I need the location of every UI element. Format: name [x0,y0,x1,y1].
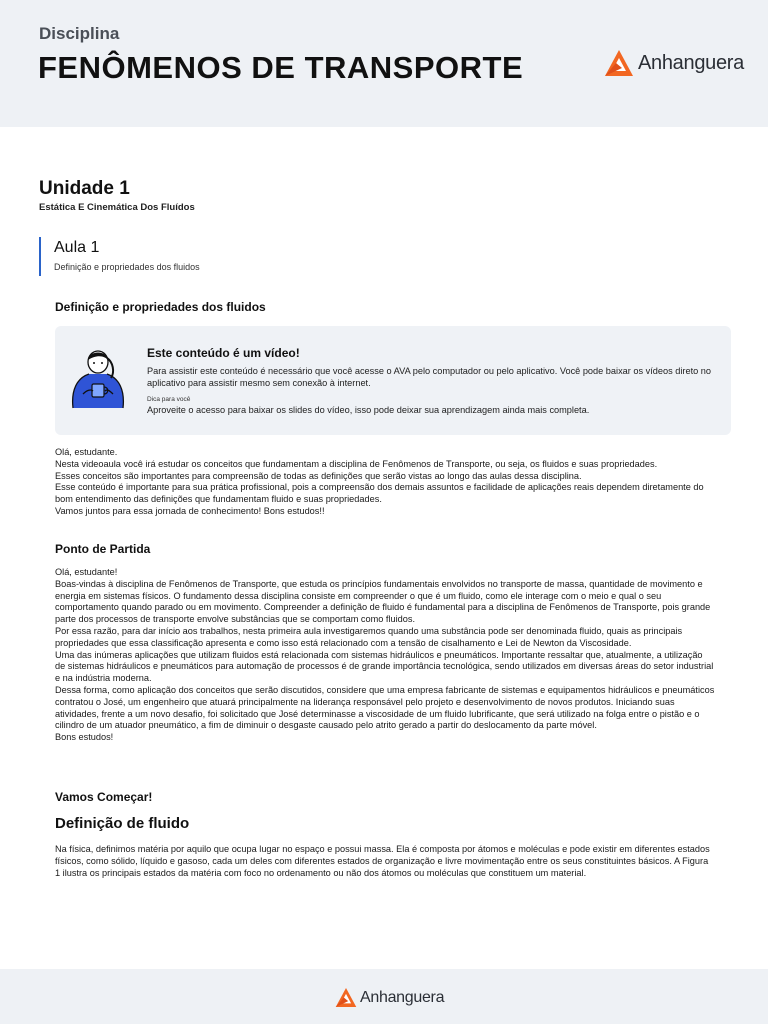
fluid-definition-text [55,844,715,879]
student-with-mug-illustration-icon [67,348,129,410]
page-header [0,0,768,127]
start-paragraph: Olá, estudante! [55,567,118,577]
brand-logo [604,49,744,77]
begin-title: Vamos Começar! [55,790,153,804]
fluid-paragraph: Na física, definimos matéria por aquilo que ocupa lugar no espaço e possui massa. Ela é composta por átomos e moléculas e pode existir em diferentes estados físicos, como sólido, líquido e gasoso, cada um deles com diferentes estados de organização e livre movimentação entre os seus constituintes básicos. A Figura 1 ilustra os principais estados da matéria com foco no ordenamento ou não dos átomos ou moléculas que constituem um material. [55,844,710,878]
lesson-subtitle: Definição e propriedades dos fluidos [54,262,200,272]
brand-name: Anhanguera [638,51,744,74]
video-card-title: Este conteúdo é um vídeo! [147,346,300,360]
start-text [55,567,715,744]
footer-brand-name: Anhanguera [360,988,445,1006]
anhanguera-logo-mark-icon [604,49,634,77]
start-paragraph: Dessa forma, como aplicação dos conceitos que serão discutidos, considere que uma empresa fabricante de sistemas e equipamentos hidráulicos e pneumáticos contratou o José, um engenheiro que atuará principalmente na liderança responsável pelo projeto e desenvolvimento de novos produtos. Iniciando suas atividades, frente a um novo desafio, foi solicitado que José determinasse a viscosidade de um fluido lubrificante, que será utilizado na folga entre o pistão e o cilindro de um atuador pneumático, a fim de diminuir o desgaste causado pelo atrito gerado a partir do deslocamento da parte móvel. [55,684,715,731]
footer-logo [335,987,444,1008]
intro-line: Esses conceitos são importantes para compreensão de todas as definições que serão vistas ao longo das aulas dessa disciplina. [55,470,582,481]
tip-label: Dica para você [147,396,191,403]
lesson-block [39,237,200,276]
intro-line: Esse conteúdo é importante para sua prática profissional, pois a compreensão dos demais assuntos e facilidade de aplicações reais dependem diretamente do bom entendimento das definições que fundamentam fluido e suas propriedades. [55,482,704,505]
section-title: Definição e propriedades dos fluidos [55,300,266,314]
intro-text [55,447,715,518]
video-notice-card [55,326,731,435]
intro-line: Vamos juntos para essa jornada de conhecimento! Bons estudos!! [55,505,325,516]
video-card-body: Para assistir este conteúdo é necessário que você acesse o AVA pelo computador ou pelo aplicativo. Você pode baixar os vídeos direto no aplicativo para assistir mesmo sem conexão à internet. [147,366,712,388]
intro-line: Nesta videoaula você irá estudar os conceitos que fundamentam a disciplina de Fenômenos de Transporte, ou seja, os fluidos e suas propriedades. [55,458,658,469]
start-paragraph: Bons estudos! [55,732,114,743]
start-paragraph: Boas-vindas à disciplina de Fenômenos de Transporte, que estuda os princípios fundamentais envolvidos no transporte de massa, quantidade de movimento e energia em sistemas físicos. O fundamento dessa disciplina consiste em compreender o que é um fluido, como ele interage com o meio e qual o seu comportamento quando parado ou em movimento. Compreender a definição de fluido é fundamental para a disciplina de Fenômenos de Transporte, pois grande parte dos processos de transporte envolve substâncias que se comportam como fluidos. [55,578,711,625]
course-title: FENÔMENOS DE TRANSPORTE [38,50,524,85]
start-paragraph: Por essa razão, para dar início aos trabalhos, nesta primeira aula investigaremos quando uma substância pode ser denominada fluido, quais as principais propriedades que essa classificação apresenta e como isso está relacionado com a tensão de cisalhamento e Lei de Newton da Viscosidade. [55,625,683,648]
unit-title: Unidade 1 [39,178,130,199]
unit-subtitle: Estática E Cinemática Dos Fluídos [39,202,195,213]
tip-text: Aproveite o acesso para baixar os slides do vídeo, isso pode deixar sua aprendizagem ainda mais completa. [147,405,590,415]
discipline-label: Disciplina [39,24,120,43]
intro-line: Olá, estudante. [55,447,118,457]
lesson-title: Aula 1 [54,239,100,256]
start-title: Ponto de Partida [55,542,151,556]
fluid-definition-title: Definição de fluido [55,815,190,832]
start-paragraph: Uma das inúmeras aplicações que utilizam fluidos está relacionada com sistemas hidráulicos e pneumáticos. Importante ressaltar que, atualmente, a utilização de sistemas hidráulicos e pneumáticos para automação de processos é de grande importância tecnológica, sendo utilizados em diversas áreas do setor industrial e na indústria moderna. [55,649,714,684]
anhanguera-logo-mark-icon [335,987,357,1008]
